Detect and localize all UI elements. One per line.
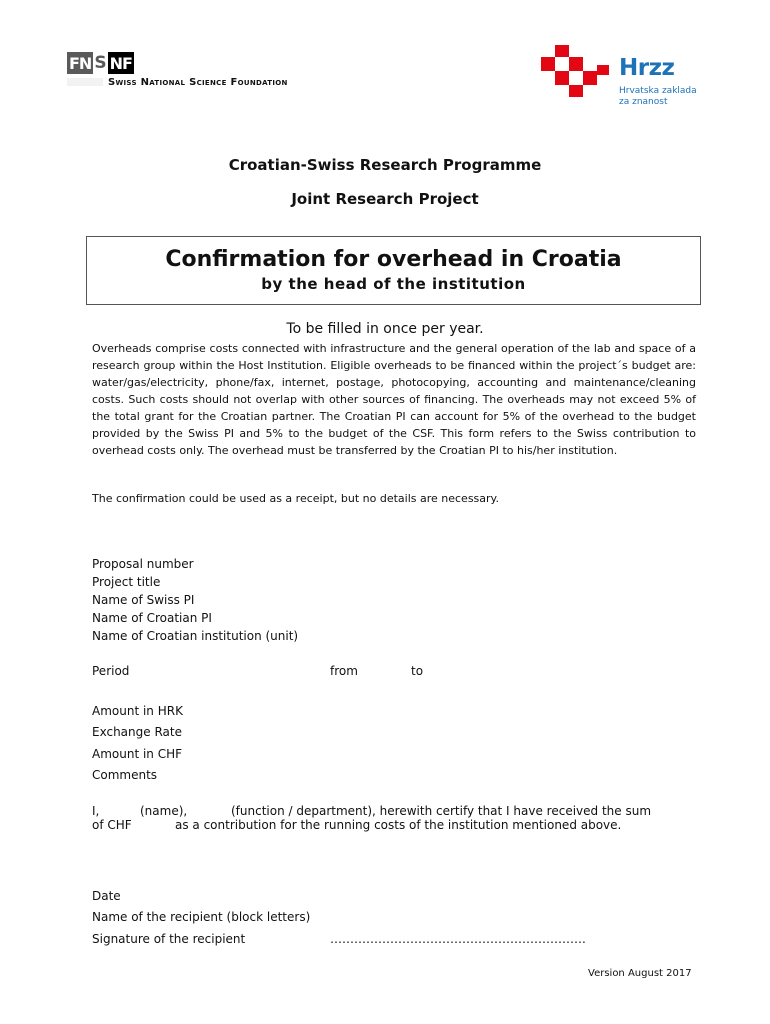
programme-title: Croatian-Swiss Research Programme [228,156,542,174]
field-period-from: from [330,664,358,678]
frequency-note: To be filled in once per year. [286,321,484,337]
hrzz-logo-name: Hrzz [619,55,675,81]
field-amount-hrk: Amount in HRK [92,704,183,718]
snsf-logo [67,52,134,74]
cert-name: (name), [140,804,188,818]
snsf-logo-fn: FN [69,53,92,73]
cert-i: I, [92,804,100,818]
field-period-to: to [411,664,424,678]
box-subtitle: by the head of the institution [261,275,526,293]
snsf-logo-s: S [94,53,107,73]
cert-contribution: as a contribution for the running costs of the institution mentioned above. [175,818,622,832]
signature-line: ………………………………………………………. [330,932,586,946]
field-amount-chf: Amount in CHF [92,747,183,761]
field-exchange-rate: Exchange Rate [92,725,182,739]
snsf-logo-swiss-cross-icon [67,76,107,88]
snsf-logo-nf: NF [109,53,132,73]
snsf-logo-subtitle: Swiss National Science Foundation [108,77,288,88]
hrzz-tagline-line2: za znanost [619,97,668,107]
intro-paragraph: Overheads comprise costs connected with infrastructure and the general operation of the lab and space of a research group within the Host Institution. Eligible overheads to be financed within the project´s budget are: water/gas/electricity, phone/fax, internet, postage, photocopying, accounting and maintenance/cleaning costs. Such costs should not overlap with other sources of financing. The overheads may not exceed 5% of the total grant for the Croatian partner. The Croatian PI can account for 5% of the overhead to the budget provided by the Swiss PI and 5% to the budget of the CSF. This form refers to the Swiss contribution to overhead costs only. The overhead must be transferred by the Croatian PI to his/her institution. [92,342,696,457]
receipt-note: The confirmation could be used as a receipt, but no details are necessary. [92,492,499,505]
field-period: Period [92,664,130,678]
hrzz-tagline-line1: Hrvatska zaklada [619,86,697,96]
version-label: Version August 2017 [588,968,692,979]
box-title: Confirmation for overhead in Croatia [165,247,622,272]
field-project-title: Project title [92,575,161,589]
cert-of-chf: of CHF [92,818,132,832]
field-croatian-institution: Name of Croatian institution (unit) [92,629,299,643]
project-type-title: Joint Research Project [291,190,479,208]
field-recipient-signature: Signature of the recipient [92,932,246,946]
field-recipient-name: Name of the recipient (block letters) [92,910,311,924]
field-croatian-pi: Name of Croatian PI [92,611,212,625]
title-box [86,236,701,305]
cert-function: (function / department), herewith certify that I have received the sum [231,804,652,818]
hrzz-checkerboard-icon [541,45,611,97]
field-comments: Comments [92,768,158,782]
hrzz-logo-tagline [619,86,697,108]
field-proposal-number: Proposal number [92,557,194,571]
field-swiss-pi: Name of Swiss PI [92,593,195,607]
field-date: Date [92,889,121,903]
